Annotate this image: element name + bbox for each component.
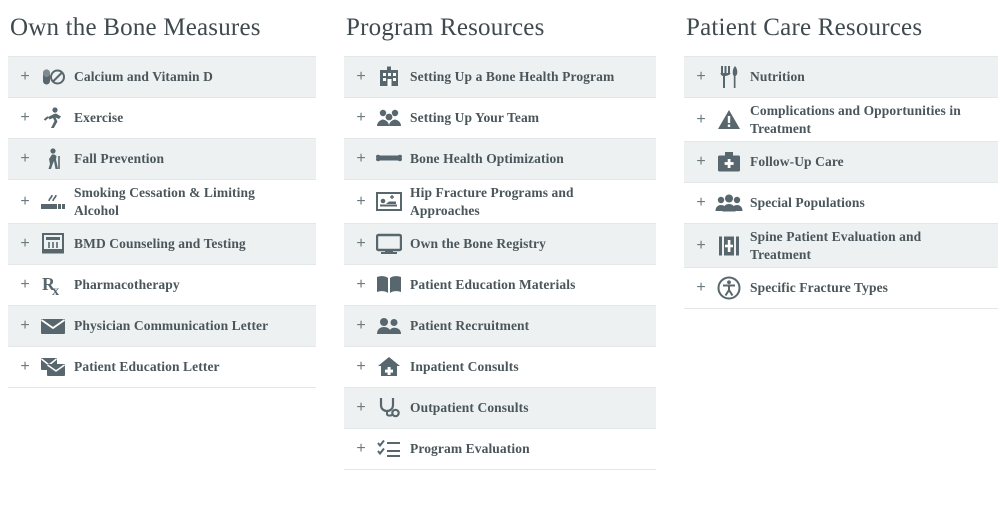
open-book-icon (372, 270, 406, 300)
accordion-item-patient-education-letter[interactable] (8, 347, 316, 388)
accordion-item-label: Patient Education Materials (410, 277, 576, 293)
hospital-house-icon (372, 352, 406, 382)
prescription-rx-icon (36, 270, 70, 300)
accordion-item-label: Follow-Up Care (750, 154, 844, 170)
expand-icon[interactable]: + (356, 150, 366, 167)
accordion-item-label: Nutrition (750, 69, 805, 85)
accordion-item-pharmacotherapy[interactable] (8, 265, 316, 306)
accordion-item-fall-prevention[interactable] (8, 139, 316, 180)
accordion-item-label: Setting Up Your Team (410, 110, 540, 126)
expand-icon[interactable]: + (20, 235, 30, 253)
accordion-item-special-populations[interactable] (684, 183, 998, 224)
accordion-item-label: Smoking Cessation & Limiting Alcohol (74, 185, 255, 218)
walking-person-cane-icon (36, 144, 70, 174)
svg-text:R: R (42, 274, 55, 295)
expand-icon[interactable]: + (20, 358, 30, 376)
expand-icon[interactable]: + (356, 440, 366, 458)
checklist-icon (372, 434, 406, 464)
bone-scan-machine-icon (36, 229, 70, 259)
accordion-item-setting-up-your-team[interactable] (344, 98, 656, 139)
accordion-list-program (344, 56, 656, 470)
expand-icon[interactable]: + (20, 192, 30, 210)
accordion-item-label: Patient Recruitment (410, 318, 530, 334)
accordion-item-label: Fall Prevention (74, 151, 165, 167)
people-group-icon (712, 188, 746, 218)
expand-icon[interactable]: + (696, 194, 706, 212)
expand-icon[interactable]: + (356, 276, 366, 294)
accordion-item-bmd-counseling-and-testing[interactable] (8, 224, 316, 265)
column-program-resources (344, 14, 656, 470)
bone-icon (372, 144, 406, 174)
accordion-item-label: Complications and Opportunities in Treatment (750, 103, 961, 136)
accordion-item-label: Inpatient Consults (410, 359, 519, 375)
column-own-the-bone-measures (8, 14, 316, 388)
pill-and-capsule-icon (36, 62, 70, 92)
spine-cross-icon (712, 231, 746, 261)
running-person-icon (36, 103, 70, 133)
accordion-item-label: Program Evaluation (410, 441, 530, 457)
svg-text:x: x (52, 284, 59, 298)
expand-icon[interactable]: + (356, 192, 366, 210)
accordion-item-own-the-bone-registry[interactable] (344, 224, 656, 265)
column-title: Patient Care Resources (686, 14, 923, 41)
accordion-item-label: Specific Fracture Types (750, 280, 889, 296)
expand-icon[interactable]: + (696, 153, 706, 171)
expand-icon[interactable]: + (696, 110, 706, 128)
mail-documents-icon (36, 352, 70, 382)
accordion-item-label: Hip Fracture Programs and Approaches (410, 185, 574, 218)
expand-icon[interactable]: + (696, 236, 706, 254)
computer-monitor-icon (372, 229, 406, 259)
expand-icon[interactable]: + (20, 109, 30, 126)
accordion-item-exercise[interactable] (8, 98, 316, 139)
accordion-item-complications-and-opportunities[interactable] (684, 98, 998, 142)
accordion-item-program-evaluation[interactable] (344, 429, 656, 470)
expand-icon[interactable]: + (20, 68, 30, 85)
accordion-item-label: Physician Communication Letter (74, 318, 269, 334)
expand-icon[interactable]: + (20, 317, 30, 335)
accordion-item-label: Calcium and Vitamin D (74, 69, 213, 85)
stethoscope-icon (372, 393, 406, 423)
accordion-item-nutrition[interactable] (684, 57, 998, 98)
hospital-building-icon (372, 62, 406, 92)
accordion-item-bone-health-optimization[interactable] (344, 139, 656, 180)
accordion-list-patient-care (684, 56, 998, 309)
column-patient-care-resources (684, 14, 998, 309)
accordion-item-inpatient-consults[interactable] (344, 347, 656, 388)
expand-icon[interactable]: + (356, 235, 366, 253)
fork-and-knife-icon (712, 62, 746, 92)
expand-icon[interactable]: + (356, 399, 366, 417)
expand-icon[interactable]: + (356, 68, 366, 85)
accordion-item-setting-up-a-bone-health-program[interactable] (344, 57, 656, 98)
accordion-item-physician-communication-letter[interactable] (8, 306, 316, 347)
medical-bag-icon (712, 147, 746, 177)
expand-icon[interactable]: + (356, 317, 366, 335)
column-title: Program Resources (346, 14, 545, 41)
accordion-item-patient-recruitment[interactable] (344, 306, 656, 347)
accordion-item-patient-education-materials[interactable] (344, 265, 656, 306)
accordion-item-label: Pharmacotherapy (74, 277, 180, 293)
accordion-item-outpatient-consults[interactable] (344, 388, 656, 429)
two-people-icon (372, 311, 406, 341)
expand-icon[interactable]: + (356, 358, 366, 376)
accordion-list-measures (8, 56, 316, 388)
accordion-item-hip-fracture-programs[interactable] (344, 180, 656, 224)
warning-triangle-icon (712, 105, 746, 135)
expand-icon[interactable]: + (696, 279, 706, 297)
accordion-item-label: Spine Patient Evaluation and Treatment (750, 229, 922, 262)
accessibility-person-icon (712, 273, 746, 303)
accordion-item-label: Own the Bone Registry (410, 236, 546, 252)
accordion-item-calcium-and-vitamin-d[interactable] (8, 57, 316, 98)
cigarette-smoke-icon (36, 187, 70, 217)
expand-icon[interactable]: + (356, 109, 366, 126)
accordion-item-label: Outpatient Consults (410, 400, 529, 416)
accordion-item-label: Special Populations (750, 195, 865, 211)
accordion-item-spine-patient-evaluation[interactable] (684, 224, 998, 268)
column-title: Own the Bone Measures (10, 14, 261, 41)
accordion-item-smoking-cessation[interactable] (8, 180, 316, 224)
accordion-item-label: BMD Counseling and Testing (74, 236, 246, 252)
team-group-icon (372, 103, 406, 133)
envelope-icon (36, 311, 70, 341)
accordion-item-label: Exercise (74, 110, 124, 126)
accordion-item-label: Patient Education Letter (74, 359, 220, 375)
resource-columns (0, 14, 1000, 470)
patient-in-bed-icon (372, 187, 406, 217)
expand-icon[interactable]: + (20, 276, 30, 294)
expand-icon[interactable]: + (20, 150, 30, 167)
accordion-item-label: Setting Up a Bone Health Program (410, 69, 615, 85)
expand-icon[interactable]: + (696, 68, 706, 85)
accordion-item-label: Bone Health Optimization (410, 151, 564, 167)
accordion-item-follow-up-care[interactable] (684, 142, 998, 183)
accordion-item-specific-fracture-types[interactable] (684, 268, 998, 309)
